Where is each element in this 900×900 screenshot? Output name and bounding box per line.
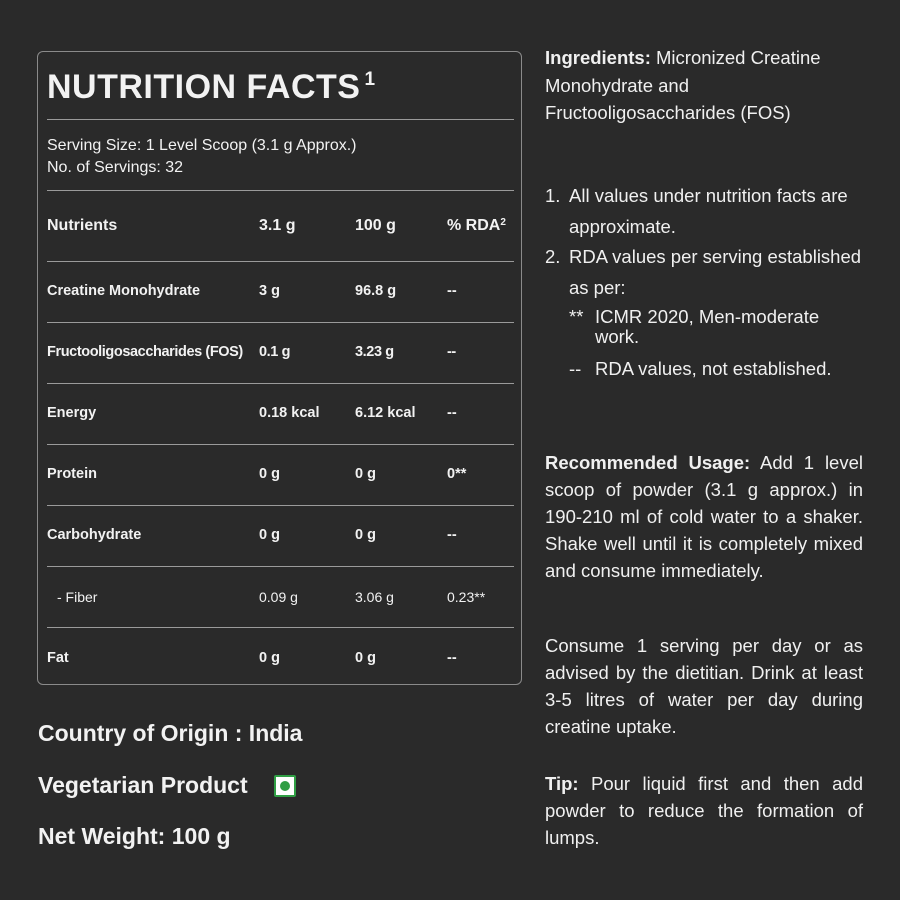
tip-text: Pour liquid first and then add powder to reduce the formation of lumps. — [545, 773, 863, 848]
nutrient-name: Creatine Monohydrate — [47, 283, 201, 299]
per-100g-value: 96.8 g — [355, 283, 397, 299]
usage-text: Add 1 level scoop of powder (3.1 g approx.) in 190-210 ml of cold water to a shaker. Shake well until it is completely mixed and consume immediately. — [545, 452, 863, 581]
ingredients-text: Micronized Creatine Monohydrate and Fructooligosaccharides (FOS) — [545, 47, 821, 123]
vegetarian-dot — [280, 781, 290, 791]
col-rda: % RDA$^2$ — [447, 217, 506, 234]
divider — [47, 322, 514, 323]
per-100g-value: 0 g — [355, 650, 376, 666]
per-100g-value: 0 g — [355, 466, 376, 482]
divider — [47, 627, 514, 628]
footnote-marker: 2 — [500, 217, 506, 228]
footnotes — [545, 181, 863, 379]
footnote-text: ICMR 2020, Men-moderate work. — [595, 306, 820, 347]
footnote-text: RDA values per serving established as per: — [569, 246, 862, 298]
col-per-100g: 100 g — [355, 217, 396, 234]
rda-value: 0** — [447, 466, 467, 482]
divider — [47, 505, 514, 506]
footnote-sub-1 — [545, 307, 863, 347]
rda-value: -- — [447, 650, 457, 666]
footnote-number: 2. — [545, 246, 561, 267]
per-serving-value: 0.1 g — [259, 344, 291, 360]
divider — [47, 444, 514, 445]
table-row — [47, 283, 514, 303]
table-header — [47, 217, 514, 237]
ingredients — [545, 44, 863, 127]
footnote-mark: -- — [569, 358, 582, 379]
footnote-text: RDA values, not established. — [595, 358, 832, 379]
divider — [47, 566, 514, 567]
serving-info — [47, 135, 357, 179]
per-serving-value: 0.18 kcal — [259, 405, 320, 421]
footnote-sub-2 — [545, 359, 863, 379]
per-serving-value: 0 g — [259, 650, 280, 666]
net-weight: Net Weight: 100 g — [38, 823, 231, 849]
per-100g-value: 0 g — [355, 527, 376, 543]
footnote-marker: 1 — [364, 69, 376, 90]
divider — [47, 190, 514, 191]
nutrient-name: Fat — [47, 650, 69, 666]
footnote-text: All values under nutrition facts are approximate. — [569, 185, 848, 237]
nutrient-name: - Fiber — [57, 589, 98, 605]
table-row — [47, 589, 514, 609]
servings-count: No. of Servings: 32 — [47, 159, 184, 176]
nutrition-facts-panel — [37, 51, 522, 685]
nutrient-name: Fructooligosaccharides (FOS) — [47, 344, 243, 360]
nutrition-facts-title: NUTRITION FACTS $^1$ — [47, 68, 376, 106]
per-serving-value: 3 g — [259, 283, 280, 299]
rda-value: 0.23** — [447, 589, 486, 605]
nutrient-name: Carbohydrate — [47, 527, 142, 543]
serving-size: Serving Size: 1 Level Scoop (3.1 g Approx.) — [47, 137, 357, 154]
usage-label: Recommended Usage: — [545, 452, 751, 473]
per-100g-value: 3.06 g — [355, 589, 394, 605]
consumption-advice: Consume 1 serving per day or as advised by the dietitian. Drink at least 3-5 litres of water per day during creatine uptake. — [545, 635, 863, 737]
per-serving-value: 0 g — [259, 527, 280, 543]
footnote-1 — [545, 181, 863, 242]
table-row — [47, 650, 514, 670]
rda-value: -- — [447, 344, 456, 360]
divider — [47, 261, 514, 262]
rda-value: -- — [447, 405, 457, 421]
per-100g-value: 6.12 kcal — [355, 405, 416, 421]
tip-label: Tip: — [545, 773, 579, 794]
table-row — [47, 405, 514, 425]
vegetarian-label: Vegetarian Product — [38, 772, 248, 798]
ingredients-label: Ingredients: — [545, 47, 651, 68]
per-100g-value: 3.23 g — [355, 344, 394, 360]
footnote-number: 1. — [545, 185, 561, 206]
rda-value: -- — [447, 527, 457, 543]
rda-value: -- — [447, 283, 457, 299]
table-row — [47, 344, 514, 364]
tip — [545, 770, 863, 851]
table-row — [47, 527, 514, 547]
recommended-usage — [545, 449, 863, 584]
country-of-origin: Country of Origin : India — [38, 720, 303, 746]
per-serving-value: 0.09 g — [259, 589, 298, 605]
footnote-mark: ** — [569, 306, 584, 327]
divider — [47, 383, 514, 384]
nutrient-name: Protein — [47, 466, 97, 482]
nutrient-name: Energy — [47, 405, 97, 421]
footnote-2 — [545, 242, 863, 303]
table-row — [47, 466, 514, 486]
divider — [47, 119, 514, 120]
col-per-serving: 3.1 g — [259, 217, 296, 234]
col-nutrients: Nutrients — [47, 217, 118, 234]
per-serving-value: 0 g — [259, 466, 280, 482]
vegetarian-icon — [274, 775, 296, 797]
